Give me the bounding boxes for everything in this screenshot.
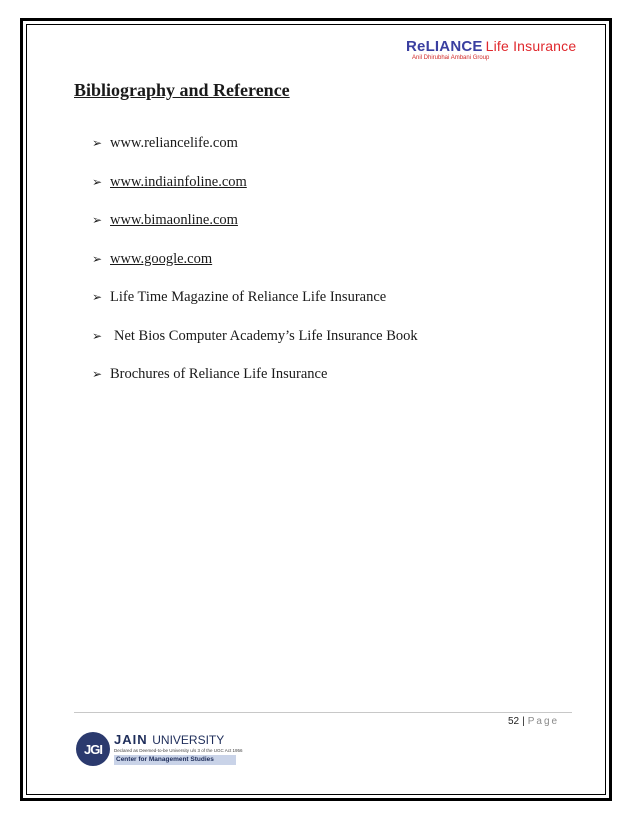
page-title: Bibliography and Reference [74,80,290,100]
reliance-tagline: Anil Dhirubhai Ambani Group [412,55,490,61]
reference-link[interactable]: www.indiainfoline.com [110,173,247,190]
page-number [508,716,559,727]
center-name: Center for Management Studies [116,756,214,763]
arrow-bullet-icon: ➢ [92,213,103,227]
arrow-bullet-icon: ➢ [92,174,103,189]
reference-text: www.reliancelife.com [110,135,238,151]
reference-text: Brochures of Reliance Life Insurance [110,366,328,382]
reliance-product: Life Insurance [485,38,577,54]
reference-item [92,250,418,289]
arrow-bullet-icon: ➢ [92,290,103,304]
reference-item [92,173,418,212]
footer-divider [74,712,572,713]
reference-item [92,288,418,327]
university-name: JAIN [114,732,148,747]
jain-university-logo [76,728,243,772]
reference-item [92,327,418,366]
page-number-separator: | [522,716,525,727]
reliance-logo [406,38,576,64]
university-subtitle: Declared as Deemed-to-be University u/s 3 of the UGC Act 1956 [114,748,243,753]
reference-item [92,211,418,250]
page-number-value: 52 [508,716,520,727]
jgi-emblem-icon: JGI [76,732,110,766]
reference-item [92,134,418,173]
arrow-bullet-icon: ➢ [92,251,103,266]
reference-text: Life Time Magazine of Reliance Life Insurance [110,289,387,305]
page-word: Page [527,716,560,727]
university-word: UNIVERSITY [152,733,225,747]
arrow-bullet-icon: ➢ [92,367,103,381]
reference-list [92,134,418,404]
reference-link[interactable]: www.google.com [110,250,213,267]
reference-link[interactable]: www.bimaonline.com [110,212,238,228]
arrow-bullet-icon: ➢ [92,136,103,150]
arrow-bullet-icon: ➢ [92,328,103,343]
reference-item [92,365,418,404]
reference-text: Net Bios Computer Academy’s Life Insurance Book [114,327,418,344]
reliance-brand: ReLIANCE [406,38,483,55]
